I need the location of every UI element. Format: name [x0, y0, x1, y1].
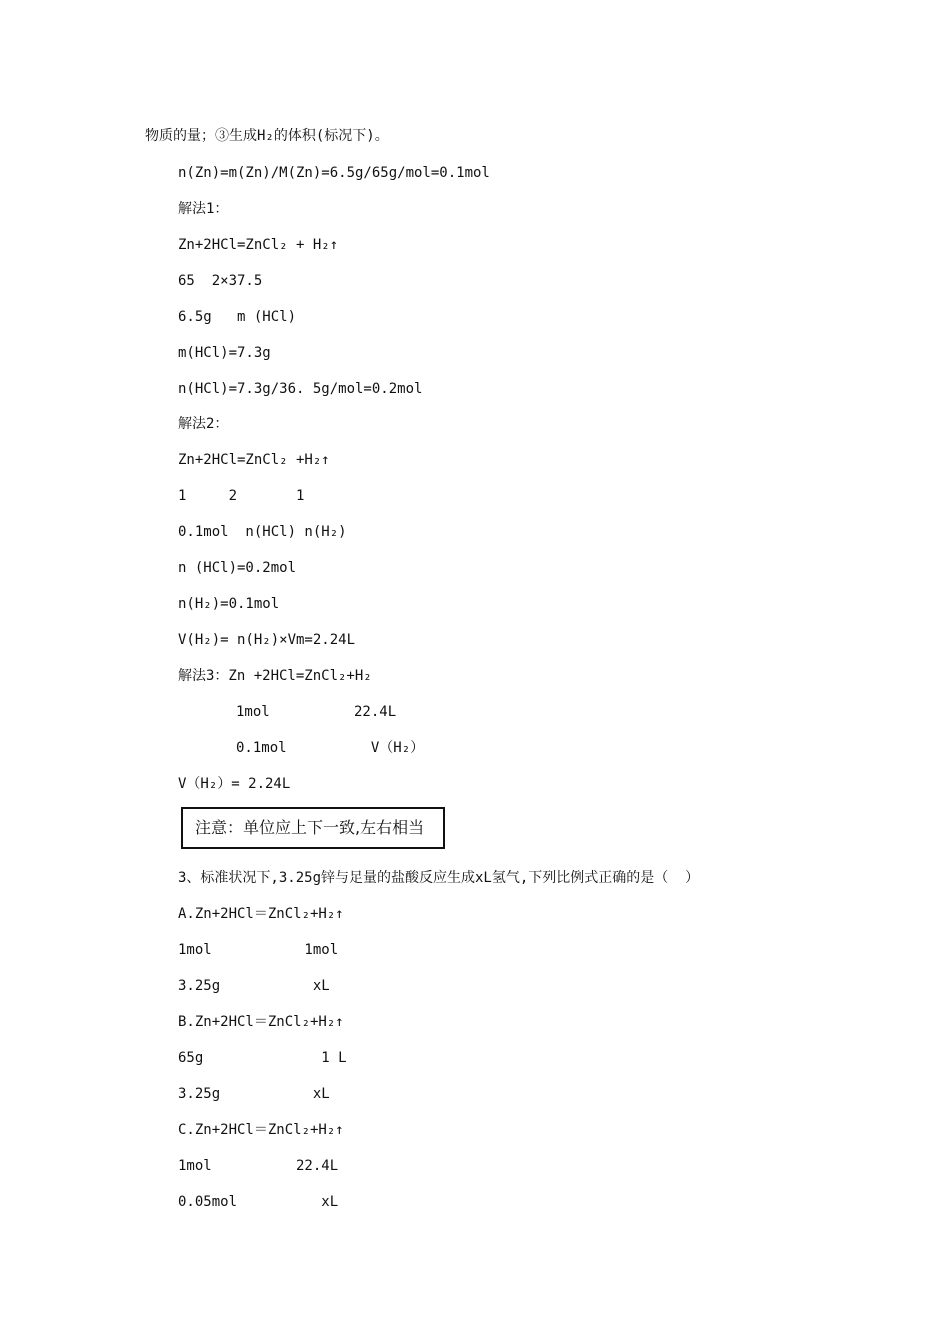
option-c-row-1: 1mol 22.4L	[178, 1158, 339, 1174]
option-a-row-1: 1mol 1mol	[178, 942, 339, 958]
text-line-6: 6.5g m (HCl)	[178, 309, 297, 325]
text-line-12: 0.1mol n(HCl) n(H₂)	[178, 524, 347, 540]
option-c-equation: C.Zn+2HCl＝ZnCl₂+H₂↑	[178, 1122, 344, 1138]
text-line-10: Zn+2HCl=ZnCl₂ +H₂↑	[178, 452, 330, 468]
text-line-15: V(H₂)= n(H₂)×Vm=2.24L	[178, 632, 356, 648]
text-line-18: 0.1mol V（H₂）	[236, 740, 425, 756]
question-3: 3、标准状况下,3.25g锌与足量的盐酸反应生成xL氢气,下列比例式正确的是（ ）	[178, 870, 700, 886]
option-b-row-1: 65g 1 L	[178, 1050, 347, 1066]
option-c-row-2: 0.05mol xL	[178, 1194, 339, 1210]
text-line-11: 1 2 1	[178, 488, 305, 504]
text-line-16: 解法3：Zn +2HCl=ZnCl₂+H₂	[178, 668, 372, 684]
option-b-equation: B.Zn+2HCl＝ZnCl₂+H₂↑	[178, 1014, 344, 1030]
text-line-5: 65 2×37.5	[178, 273, 263, 289]
text-line-1: 物质的量；③生成H₂的体积(标况下)。	[145, 128, 389, 144]
note-box: 注意：单位应上下一致,左右相当	[181, 807, 445, 849]
text-line-4: Zn+2HCl=ZnCl₂ + H₂↑	[178, 237, 339, 253]
text-line-2: n(Zn)=m(Zn)/M(Zn)=6.5g/65g/mol=0.1mol	[178, 165, 490, 181]
option-a-equation: A.Zn+2HCl＝ZnCl₂+H₂↑	[178, 906, 344, 922]
text-line-13: n (HCl)=0.2mol	[178, 560, 297, 576]
text-line-3: 解法1：	[178, 201, 229, 217]
text-line-7: m(HCl)=7.3g	[178, 345, 271, 361]
text-line-14: n(H₂)=0.1mol	[178, 596, 280, 612]
text-line-9: 解法2：	[178, 416, 229, 432]
text-line-19: V（H₂）= 2.24L	[178, 776, 291, 792]
text-line-8: n(HCl)=7.3g/36. 5g/mol=0.2mol	[178, 381, 423, 397]
option-b-row-2: 3.25g xL	[178, 1086, 330, 1102]
option-a-row-2: 3.25g xL	[178, 978, 330, 994]
text-line-17: 1mol 22.4L	[236, 704, 397, 720]
